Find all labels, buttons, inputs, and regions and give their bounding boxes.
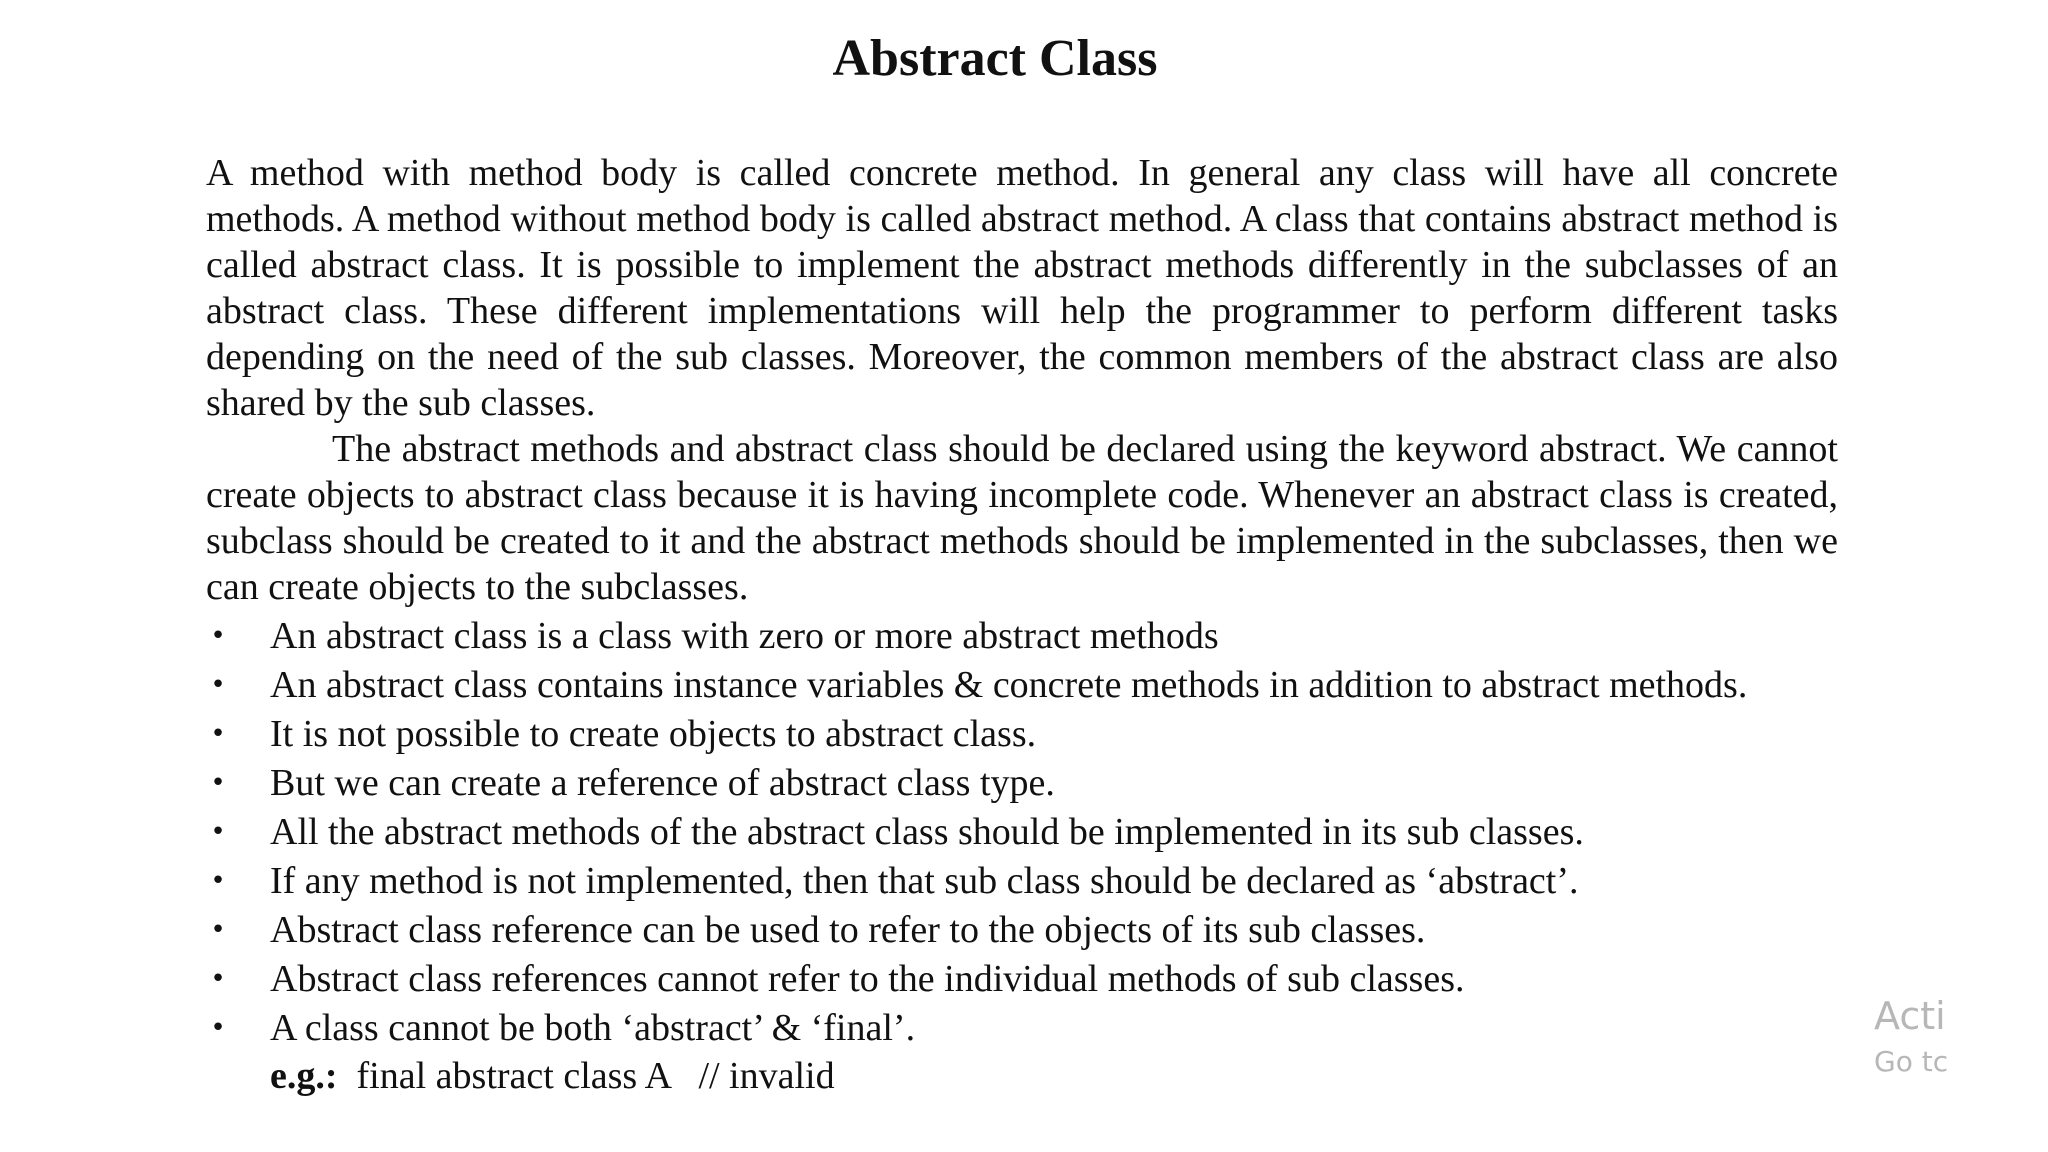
list-item-text: But we can create a reference of abstract class type. — [270, 762, 1055, 804]
bullet-icon: • — [210, 621, 226, 651]
bullet-icon: • — [210, 670, 226, 700]
example-label: e.g.: — [270, 1055, 338, 1097]
list-item — [206, 712, 1802, 757]
list-item — [206, 859, 1802, 904]
code-example — [206, 1053, 1838, 1099]
bullet-icon: • — [210, 1013, 226, 1043]
list-item-text: All the abstract methods of the abstract class should be implemented in its sub classes. — [270, 811, 1584, 853]
list-item — [206, 957, 1802, 1002]
paragraph-intro: A method with method body is called concrete method. In general any class will have all concrete methods. A method without method body is called abstract method. A class that contains abstract method is called abstract class. It is possible to implement the abstract methods differently in the subclasses of an abstract class. These different implementations will help the programmer to perform different tasks depending on the need of the sub classes. Moreover, the common members of the abstract class are also shared by the sub classes. — [206, 152, 1838, 424]
watermark-line-1: Acti — [1874, 994, 1946, 1038]
paragraph-abstract-keyword: The abstract methods and abstract class should be declared using the keyword abstract. We cannot create objects to abstract class because it is having incomplete code. Whenever an abstract class is created, subclass should be created to it and the abstract methods should be implemented in the subclasses, then we can create objects to the subclasses. — [206, 428, 1838, 608]
list-item-text: Abstract class reference can be used to refer to the objects of its sub classes. — [270, 909, 1426, 951]
list-item-text: If any method is not implemented, then that sub class should be declared as ‘abstract’. — [270, 860, 1579, 902]
list-item — [206, 663, 1802, 708]
list-item-text: An abstract class is a class with zero or more abstract methods — [270, 615, 1219, 657]
bullet-icon: • — [210, 768, 226, 798]
list-item-text: An abstract class contains instance variables & concrete methods in addition to abstract methods. — [270, 664, 1748, 706]
document-body — [206, 150, 1838, 1099]
list-item — [206, 1006, 1802, 1051]
bullet-icon: • — [210, 817, 226, 847]
page-title: Abstract Class — [832, 30, 1158, 87]
example-code: final abstract class A // invalid — [337, 1055, 835, 1097]
activation-watermark — [1874, 990, 2014, 1082]
list-item — [206, 908, 1802, 953]
list-item — [206, 614, 1802, 659]
bullet-icon: • — [210, 964, 226, 994]
bullet-icon: • — [210, 915, 226, 945]
watermark-line-2: Go tc — [1874, 1045, 1949, 1078]
bullet-icon: • — [210, 866, 226, 896]
bullet-icon: • — [210, 719, 226, 749]
list-item — [206, 810, 1802, 855]
list-item-text: Abstract class references cannot refer to the individual methods of sub classes. — [270, 958, 1465, 1000]
bullet-list — [206, 614, 1838, 1051]
list-item — [206, 761, 1802, 806]
list-item-text: A class cannot be both ‘abstract’ & ‘final’. — [270, 1007, 916, 1049]
list-item-text: It is not possible to create objects to abstract class. — [270, 713, 1037, 755]
